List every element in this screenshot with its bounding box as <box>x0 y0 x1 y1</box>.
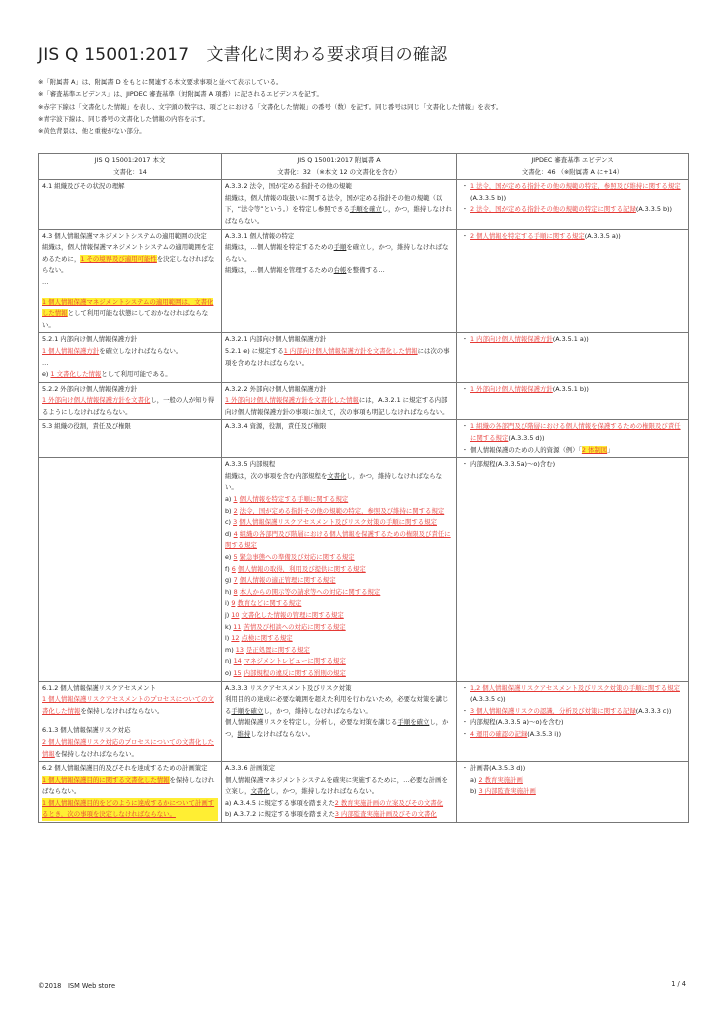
list-item: f) 6 個人情報の取得，利用及び提供に関する規定 <box>225 564 366 573</box>
list-item: c) 3 個人情報保護リスクアセスメント及びリスク対策の手順に関する規定 <box>225 518 437 527</box>
list-item: o) 15 内部規程の違反に関する罰則の規定 <box>225 668 346 677</box>
annex-cell: A.3.2.2 外部向け個人情報保護方針 1 外部向け個人情報保護方針を文書化した情報には，A.3.2.1 に規定する内部向け個人情報保護方針の事項に加えて，次の事項も明記しなければならない。 <box>222 382 457 420</box>
header-cell: JIPDEC 審査基準 エビデンス 文書化：46 （※附属書 A に+14） <box>457 154 689 180</box>
note-line: ※青字波下線は、同じ番号の文書化した情報の内容を示す。 <box>38 114 209 123</box>
table-row <box>39 681 689 762</box>
evidence-cell: ・ 計画書(A.3.5.3 d)) a) 2 教育実施計画 b) 3 内部監査実施計画 <box>457 762 689 823</box>
evidence-cell: ・ 1 法令，国が定める指針その他の規範の特定，参照及び維持に関する規定(A.3.3.5 b)) ・ 2 法令，国が定める指針その他の規範の特定に関する記録(A.3.3.5 b)) <box>457 180 689 229</box>
table-row <box>39 762 689 823</box>
list-item: h) 8 本人からの開示等の請求等への対応に関する規定 <box>225 587 381 596</box>
note-line: ※「審査基準エビデンス」は、JIPDEC 審査基準（対附属書 A 項番）に記されるエビデンスを記す。 <box>38 90 323 99</box>
page-number: 1 / 4 <box>671 980 686 988</box>
evidence-cell: ・ 1 内部向け個人情報保護方針(A.3.5.1 a)) <box>457 333 689 382</box>
list-item: d) 4 組織の各部門及び階層における個人情報を保護するための権限及び責任に関する規定 <box>225 529 451 550</box>
annex-cell: A.3.3.6 計画策定 個人情報保護マネジメントシステムを確実に実施するために，…必要な計画を立案し，文書化し，かつ，維持しなければならない。 a) A.3.4.5 に規定する事項を踏まえた2 教育実施計画の立案及びその文書化 b) A.3.7.2 に規定する事項を踏まえた3 内部監査実施計画及びその文書化 <box>222 762 457 823</box>
note-line: ※黄色背景は、他と重複がない部分。 <box>38 127 146 136</box>
body-text-cell <box>39 458 222 681</box>
evidence-cell: ・ 内部規程(A.3.3.5a)～o)含む) <box>457 458 689 681</box>
annex-cell: A.3.2.1 内部向け個人情報保護方針 5.2.1 e) に規定する1 内部向け個人情報保護方針を文書化した情報には次の事項を含めなければならない。 <box>222 333 457 382</box>
note-line: ※「附属書 A」は、附属書 D をもとに関連する本文要求事項と並べて表示している。 <box>38 78 283 86</box>
body-text-cell: 5.2.1 内部向け個人情報保護方針 1 個人情報保護方針を確立しなければならない。 … e) 1 文書化した情報として利用可能である。 <box>39 333 222 382</box>
body-text-cell: 6.2 個人情報保護目的及びそれを達成するための計画策定 1 個人情報保護目的に関する文書化した情報を保持しなければならない。 1 個人情報保護目的をどのように達成するかについて計画するとき，次の事項を決定しなければならない。 <box>39 762 222 823</box>
footer-copyright: ©2018 ISM Web store <box>38 982 116 990</box>
table-row <box>39 382 689 420</box>
body-text-cell: 5.2.2 外部向け個人情報保護方針 1 外部向け個人情報保護方針を文書化し，一般の人が知り得るようにしなければならない。 <box>39 382 222 420</box>
list-item: e) 5 緊急事態への準備及び対応に関する規定 <box>225 553 355 561</box>
notes <box>38 76 698 137</box>
list-item: n) 14 マネジメントレビューに関する規定 <box>225 657 346 666</box>
evidence-cell: ・ 2 個人情報を特定する手順に関する規定(A.3.3.5 a)) <box>457 229 689 333</box>
note-line: ※赤字下線は「文書化した情報」を表し、文字頭の数字は、項ごとにおける「文書化した情報」の番号（数）を記す。同じ番号は同じ「文書化した情報」を表す。 <box>38 102 503 111</box>
table-row <box>39 458 689 681</box>
annex-cell: A.3.3.2 法令，国が定める指針その他の規範 組織は，個人情報の取扱いに関する法令，国が定める指針その他の規範（以下，“法令等”という。）を特定し参照できる手順を確立し，かつ，維持しなければならない。 <box>222 180 457 229</box>
body-text-cell: 6.1.2 個人情報保護リスクアセスメント 1 個人情報保護リスクアセスメントのプロセスについての文書化した情報を保持しなければならない。 6.1.3 個人情報保護リスク対応 2 個人情報保護リスク対応のプロセスについての文書化した情報を保持しなければならない。 <box>39 681 222 762</box>
evidence-cell: ・ 1 組織の各部門及び階層における個人情報を保護するための権限及び責任に関する規定(A.3.3.5 d)) ・ 個人情報保護のための人的資源（例）「2 体制図」 <box>457 420 689 458</box>
list-item: k) 11 苦情及び相談への対応に関する規定 <box>225 622 346 631</box>
list-item: m) 13 是正処置に関する規定 <box>225 645 310 654</box>
list-item: a) 1 個人情報を特定する手順に関する規定 <box>225 495 349 504</box>
list-item: i) 9 教育などに関する規定 <box>225 599 302 608</box>
requirements-table <box>38 153 689 823</box>
table-row <box>39 180 689 229</box>
table-row <box>39 420 689 458</box>
page-title: JIS Q 15001:2017 文書化に関わる要求項目の確認 <box>38 45 448 65</box>
list-item: b) 2 法令，国が定める指針その他の規範の特定，参照及び維持に関する規定 <box>225 506 445 515</box>
annex-cell: A.3.3.5 内部規程 組織は，次の事項を含む内部規程を文書化し，かつ，維持しなければならない。 a) 1 個人情報を特定する手順に関する規定 b) 2 法令，国が定める指針その他の規範の特定，参照及び維持に関する規定 c) 3 個人情報保護リスクアセスメント及びリスク対策の手順に関する規定 d) 4 組織の各部門及び階層における個人情報を保護するための権限及び責任に関する規定 e) 5 緊急事態への準備及び対応に関する規定 f) 6 個人情報の取得，利用及び提供に関する規定 g) 7 個人情報の適正管理に関する規定 h) 8 本人からの開示等の請求等への対応に関する規定 i) 9 教育などに関する規定 j) 10 文書化した情報の管理に関する規定 k) 11 苦情及び相談への対応に関する規定 l) 12 点検に関する規定 m) 13 是正処置に関する規定 n) 14 マネジメントレビューに関する規定 o) 15 内部規程の違反に関する罰則の規定 <box>222 458 457 681</box>
annex-cell: A.3.3.1 個人情報の特定 組織は，…個人情報を特定するための手順を確立し，かつ，維持しなければならない。 組織は，…個人情報を管理するための台帳を整備する… <box>222 229 457 333</box>
header-cell: JIS Q 15001:2017 本文 文書化：14 <box>39 154 222 180</box>
table-header-row <box>39 154 689 180</box>
list-item: l) 12 点検に関する規定 <box>225 634 293 643</box>
evidence-cell: ・ 1,2 個人情報保護リスクアセスメント及びリスク対策の手順に関する規定(A.3.3.5 c)) ・ 3 個人情報保護リスクの認識，分析及び対策に関する記録(A.3.3.3 c)) ・ 内部規程(A.3.3.5 a)～o)を含む) ・ 4 運用の確認の記録(A.3.5.3 i)) <box>457 681 689 762</box>
list-item: j) 10 文書化した情報の管理に関する規定 <box>225 610 344 619</box>
body-text-cell: 4.3 個人情報保護マネジメントシステムの適用範囲の決定 組織は，個人情報保護マネジメントシステムの適用範囲を定めるために，1 その境界及び適用可能性を決定しなければならない。 … 1 個人情報保護マネジメントシステムの適用範囲は，文書化した情報として利用可能な状態にしておかなければならない。 <box>39 229 222 333</box>
list-item: g) 7 個人情報の適正管理に関する規定 <box>225 576 336 585</box>
body-text-cell: 4.1 組織及びその状況の理解 <box>39 180 222 229</box>
header-cell: JIS Q 15001:2017 附属書 A 文書化：32 （※本文 12 の文書化を含む） <box>222 154 457 180</box>
annex-cell: A.3.3.4 資源，役割，責任及び権限 <box>222 420 457 458</box>
annex-cell: A.3.3.3 リスクアセスメント及びリスク対策 利用目的の達成に必要な範囲を超えた利用を行わないため，必要な対策を講じる手順を確立し，かつ，維持しなければならない。 個人情報保護リスクを特定し，分析し，必要な対策を講じる手順を確立し，かつ，維持しなければならない。 <box>222 681 457 762</box>
table-row <box>39 229 689 333</box>
table-row <box>39 333 689 382</box>
evidence-cell: ・ 1 外部向け個人情報保護方針(A.3.5.1 b)) <box>457 382 689 420</box>
body-text-cell: 5.3 組織の役割，責任及び権限 <box>39 420 222 458</box>
